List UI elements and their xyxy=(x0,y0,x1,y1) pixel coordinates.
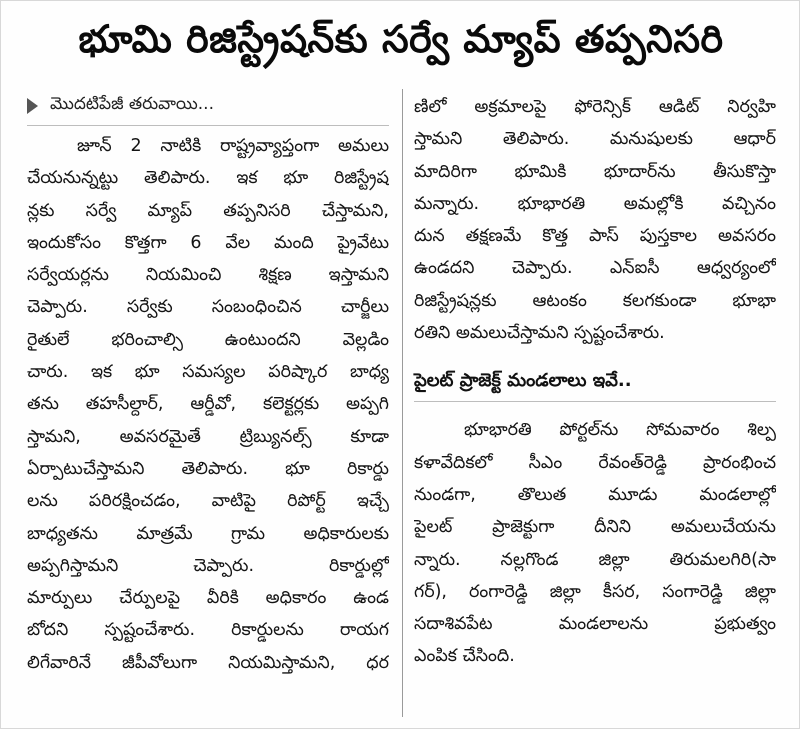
right-line-10: కళావేదికలో సీఎం రేవంత్‌రెడ్డి ప్రారంభించ xyxy=(414,452,776,473)
left-line-2: చేయనున్నట్టు తెలిపారు. ఇక భూ రిజిస్ట్రేష xyxy=(27,168,389,189)
right-line-7: రిజిస్ట్రేషన్లకు ఆటంకం కలగకుండా భూభా xyxy=(414,290,776,311)
left-line-12: లను పరిరక్షించడం, వాటిపై రిపోర్ట్ ఇచ్చే xyxy=(27,491,389,512)
right-line-2: స్తామని తెలిపారు. మనుషులకు ఆధార్ xyxy=(414,129,776,150)
left-column xyxy=(27,91,389,679)
left-line-4: ఇందుకోసం కొత్తగా 6 వేల మంది ప్రైవేటు xyxy=(27,232,389,253)
right-line-3: మాదిరిగా భూమికి భూదార్‌ను తీసుకొస్తా xyxy=(414,161,776,182)
right-line-6: ఉండదని చెప్పారు. ఎన్ఐసీ ఆధ్వర్యంలో xyxy=(414,258,776,279)
left-line-15: మార్పులు చేర్పులపై వీరికి అధికారం ఉండ xyxy=(27,588,389,609)
left-line-3: న్లకు సర్వే మ్యాప్ తప్పనిసరి చేస్తామని, xyxy=(27,200,389,221)
left-line-14: అప్పగిస్తామని చెప్పారు. రికార్డుల్లో xyxy=(27,555,389,576)
kicker-text: మొదటిపేజీ తరువాయి... xyxy=(50,94,214,114)
column-divider xyxy=(402,89,403,717)
left-line-17: లిగేవారినే జీపీవోలుగా నియమిస్తామని, ధర xyxy=(27,652,389,673)
right-line-16: ఎంపిక చేసింది. xyxy=(414,646,515,667)
right-line-14: గర్), రంగారెడ్డి జిల్లా కీసర, సంగారెడ్డి జిల్లా xyxy=(414,581,776,602)
right-line-4: మన్నారు. భూభారతి అమల్లోకి వచ్చినం xyxy=(414,193,776,214)
right-line-5: దున తక్షణమే కొత్త పాస్ పుస్తకాల అవసరం xyxy=(414,226,776,247)
left-line-13: బాధ్యతను మాత్రమే గ్రామ అధికారులకు xyxy=(27,523,389,544)
left-line-5: సర్వేయర్లను నియమించి శిక్షణ ఇస్తామని xyxy=(27,265,389,286)
left-line-1: జూన్ 2 నాటికి రాష్ట్రవ్యాప్తంగా అమలు xyxy=(77,136,389,156)
right-line-11: నుండగా, తొలుత మూడు మండలాల్లో xyxy=(414,484,776,505)
left-line-10: స్తామని, అవసరమైతే ట్రిబ్యునల్స్ కూడా xyxy=(27,426,389,447)
continuation-kicker xyxy=(27,91,389,121)
right-line-1: ణిలో అక్రమాలపై ఫోరెన్సిక్ ఆడిట్ నిర్వహి xyxy=(414,97,776,117)
right-line-12: పైలట్ ప్రాజెక్టుగా దీనిని అమలుచేయను xyxy=(414,517,776,538)
right-line-13: న్నారు. నల్లగొండ జిల్లా తిరుమలగిరి(సా xyxy=(414,549,776,570)
kicker-divider xyxy=(27,125,389,126)
left-line-6: చెప్పారు. సర్వేకు సంబంధించిన చార్జీలు xyxy=(27,297,389,318)
right-line-8: రతిని అమలుచేస్తామని స్పష్టంచేశారు. xyxy=(414,323,665,344)
subheading-pilot-mandals: పైలట్ ప్రాజెక్ట్ మండలాలు ఇవే.. xyxy=(414,370,632,392)
headline: భూమి రిజిస్ట్రేషన్‌కు సర్వే మ్యాప్ తప్పనిసరి xyxy=(78,17,724,61)
left-line-9: తను తహసీల్దార్, ఆర్డీవో, కలెక్టర్లకు అప్పగి xyxy=(27,394,389,415)
left-line-16: బోదని స్పష్టంచేశారు. రికార్డులను రాయగ xyxy=(27,620,389,641)
triangle-right-icon xyxy=(27,98,38,114)
left-line-11: ఏర్పాటుచేస్తామని తెలిపారు. భూ రికార్డు xyxy=(27,458,389,479)
right-line-9: భూభారతి పోర్టల్‌ను సోమవారం శిల్ప xyxy=(464,420,776,441)
subheading-divider xyxy=(414,401,776,402)
left-line-8: చారు. ఇక భూ సమస్యల పరిష్కార బాధ్య xyxy=(27,362,389,383)
right-line-15: సదాశివపేట మండలాలను ప్రభుత్వం xyxy=(414,614,776,635)
left-line-7: రైతులే భరించాల్సి ఉంటుందని వెల్లడిం xyxy=(27,329,389,350)
right-column xyxy=(414,91,776,673)
